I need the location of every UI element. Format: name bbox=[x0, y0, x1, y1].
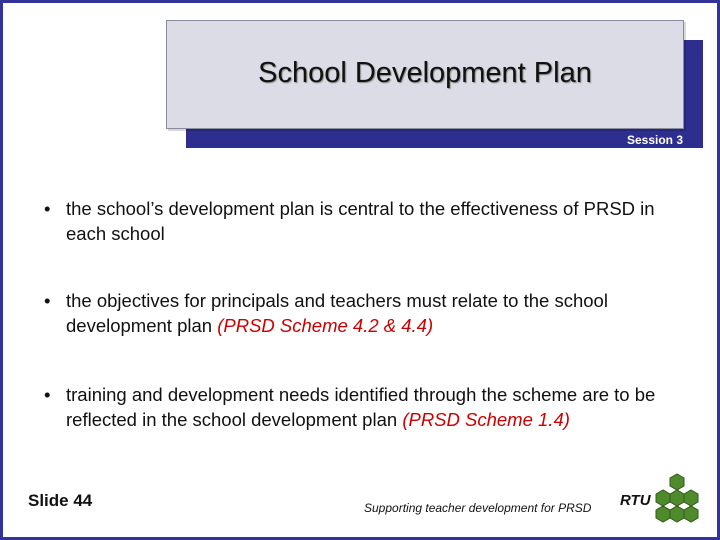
bullet-icon: • bbox=[44, 198, 51, 219]
bullet-item bbox=[44, 196, 686, 246]
title-box bbox=[166, 20, 684, 129]
bullet-text: the school’s development plan is central to the effectiveness of PRSD in each school bbox=[66, 198, 655, 244]
footer-text: Supporting teacher development for PRSD bbox=[364, 501, 592, 515]
rtu-logo bbox=[620, 472, 712, 530]
bullet-text: training and development needs identified through the scheme are to be reflected in the school development plan bbox=[66, 384, 656, 430]
bullet-reference: (PRSD Scheme 1.4) bbox=[402, 409, 570, 430]
logo-text: RTU bbox=[620, 492, 651, 509]
bullet-icon: • bbox=[44, 290, 51, 311]
bullet-icon: • bbox=[44, 384, 51, 405]
bullet-reference: (PRSD Scheme 4.2 & 4.4) bbox=[217, 315, 434, 336]
slide-title: School Development Plan bbox=[258, 57, 592, 89]
bullet-text: the objectives for principals and teachers must relate to the school development plan bbox=[66, 290, 608, 336]
bullet-item bbox=[44, 382, 686, 432]
bullet-item bbox=[44, 288, 686, 338]
session-label: Session 3 bbox=[626, 133, 683, 147]
slide-number: Slide 44 bbox=[28, 491, 93, 510]
